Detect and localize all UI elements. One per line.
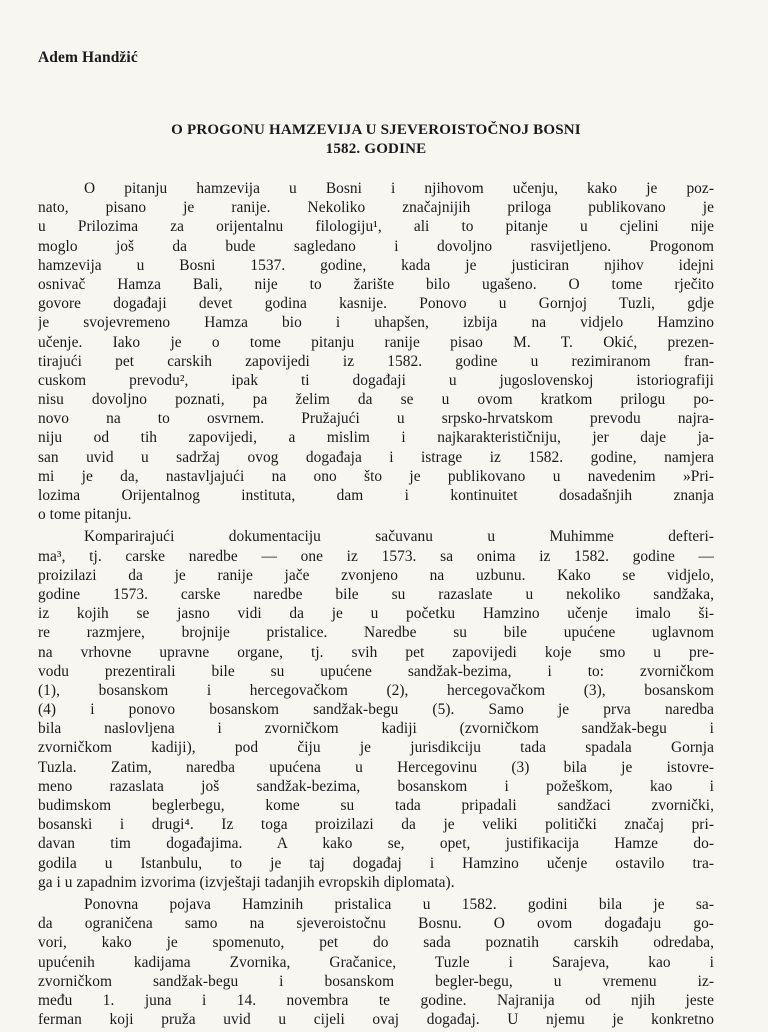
text-line: nato, pisano je ranije. Nekoliko značajnijih priloga publikovano je bbox=[38, 199, 714, 217]
text-line: proizilazi da je ranije jače zvonjeno na uzbunu. Kako se vidjelo, bbox=[38, 566, 714, 584]
text-line: Ponovna pojava Hamzinih pristalica u 1582. godini bila je sa- bbox=[84, 895, 714, 913]
title-line: O PROGONU HAMZEVIJA U SJEVEROISTOČNOJ BOSNI bbox=[171, 122, 581, 138]
text-line: na vrhovne upravne organe, tj. svih pet zapovijedi koje smo u pre- bbox=[38, 643, 714, 661]
text-line: lozima Orijentalnog instituta, dam i kontinuitet dosadašnjih znanja bbox=[38, 487, 714, 504]
text-line: upućenih kadijama Zvornika, Gračanice, Tuzle i Sarajeva, kao i bbox=[38, 953, 714, 971]
text-line: niju od tih zapovijedi, a mislim i najkarakterističniju, jer daje ja- bbox=[38, 429, 714, 447]
text-line: vodu prezentirali bile su upućene sandžak-bezima, i to: zvorničkom bbox=[38, 662, 714, 680]
text-line: u Prilozima za orijentalnu filologiju¹, ali to pitanje u cjelini nije bbox=[38, 218, 714, 236]
text-line: učenje. Iako je o tome pitanju ranije pisao M. T. Okić, prezen- bbox=[38, 333, 714, 351]
document-page bbox=[38, 0, 714, 1029]
text-line: nisu dovoljno poznati, pa želim da se u ovom kratkom prilogu po- bbox=[38, 391, 714, 409]
text-line: bila naslovljena i zvorničkom kadiji (zvorničkom sandžak-begu i bbox=[38, 720, 714, 738]
text-line: godila u Istanbulu, to je taj događaj i Hamzino učenje ostavilo tra- bbox=[38, 854, 714, 872]
text-line: ferman koji pruža uvid u cijeli ovaj događaj. U njemu je konkretno bbox=[38, 1011, 714, 1029]
text-line: Komparirajući dokumentaciju sačuvanu u Muhimme defteri- bbox=[84, 528, 714, 546]
paragraph bbox=[38, 895, 714, 1029]
text-line: je svojevremeno Hamza bio i uhapšen, izbija na vidjelo Hamzino bbox=[38, 314, 714, 332]
text-line: budimskom beglerbegu, kome su tada pripadali sandžaci zvornički, bbox=[38, 797, 714, 814]
title-line: 1582. GODINE bbox=[325, 141, 427, 157]
text-line: Tuzla. Zatim, naredba upućena u Hercegovinu (3) bila je istovre- bbox=[38, 758, 714, 776]
text-line: moglo još da bude sagledano i dovoljno rasvijetljeno. Progonom bbox=[38, 237, 714, 255]
text-line: među 1. juna i 14. novembra te godine. Najranija od njih jeste bbox=[38, 991, 714, 1009]
text-line: zvorničkom kadiji), pod čiju je jurisdikciju tada spadala Gornja bbox=[38, 739, 714, 757]
text-line: (4) i ponovo bosanskom sandžak-begu (5). Samo je prva naredba bbox=[38, 701, 714, 719]
paragraph bbox=[38, 179, 714, 524]
text-line: iz kojih se jasno vidi da je u početku Hamzino učenje imalo ši- bbox=[38, 605, 714, 623]
text-line: ga i u zapadnim izvorima (izvještaji tadanjih evropskih diplomata). bbox=[38, 873, 455, 891]
text-line: re razmjere, brojnije pristalice. Naredbe su bile upućene uglavnom bbox=[38, 624, 714, 642]
article-body bbox=[38, 179, 714, 1032]
text-line: hamzevija u Bosni 1537. godine, kada je justiciran njihov idejni bbox=[38, 256, 714, 274]
text-line: ma³, tj. carske naredbe — one iz 1573. sa onima iz 1582. godine — bbox=[38, 547, 714, 565]
author-name: Adem Handžić bbox=[38, 49, 138, 66]
text-line: zvorničkom sandžak-begu i bosanskom begler-begu, u vremenu iz- bbox=[38, 972, 714, 990]
text-line: osnivač Hamza Bali, nije to žarište bilo ugašeno. O tome rječito bbox=[38, 275, 714, 293]
text-line: godine 1573. carske naredbe bile su razaslate u nekoliko sandžaka, bbox=[38, 585, 714, 603]
text-line: meno razaslata još sandžak-bezima, bosanskom i požeškom, kao i bbox=[38, 777, 714, 795]
text-line: vori, kako je spomenuto, pet do sada poznatih carskih odredaba, bbox=[38, 934, 714, 952]
text-line: (1), bosanskom i hercegovačkom (2), hercegovačkom (3), bosanskom bbox=[38, 681, 714, 699]
text-line: da ograničena samo na sjeveroistočnu Bosnu. O ovom događaju go- bbox=[38, 915, 714, 933]
text-line: san uvid u sadržaj ovog događaja i istrage iz 1582. godine, namjera bbox=[38, 448, 714, 466]
text-line: bosanski i drugi⁴. Iz toga proizilazi da je veliki politički značaj pri- bbox=[38, 816, 714, 834]
text-line: tirajući pet carskih zapovijedi iz 1582. godine u rezimiranom fran- bbox=[38, 352, 714, 370]
text-line: O pitanju hamzevija u Bosni i njihovom učenju, kako je poz- bbox=[84, 180, 714, 197]
paragraph bbox=[38, 527, 714, 892]
article-title bbox=[38, 121, 714, 159]
text-line: mi je da, nastavljajući na ono što je publikovano u navedenim »Pri- bbox=[38, 467, 714, 485]
text-line: novo na to osvrnem. Pružajući u srpsko-hrvatskom prevodu najra- bbox=[38, 410, 714, 428]
text-line: cuskom prevodu², ipak ti događaji u jugoslovenskoj istoriografiji bbox=[38, 371, 714, 389]
text-line: govore događaji devet godina kasnije. Ponovo u Gornjoj Tuzli, gdje bbox=[38, 295, 714, 313]
text-line: o tome pitanju. bbox=[38, 506, 132, 524]
text-line: davan tim događajima. A kako se, opet, justifikacija Hamze do- bbox=[38, 835, 714, 853]
